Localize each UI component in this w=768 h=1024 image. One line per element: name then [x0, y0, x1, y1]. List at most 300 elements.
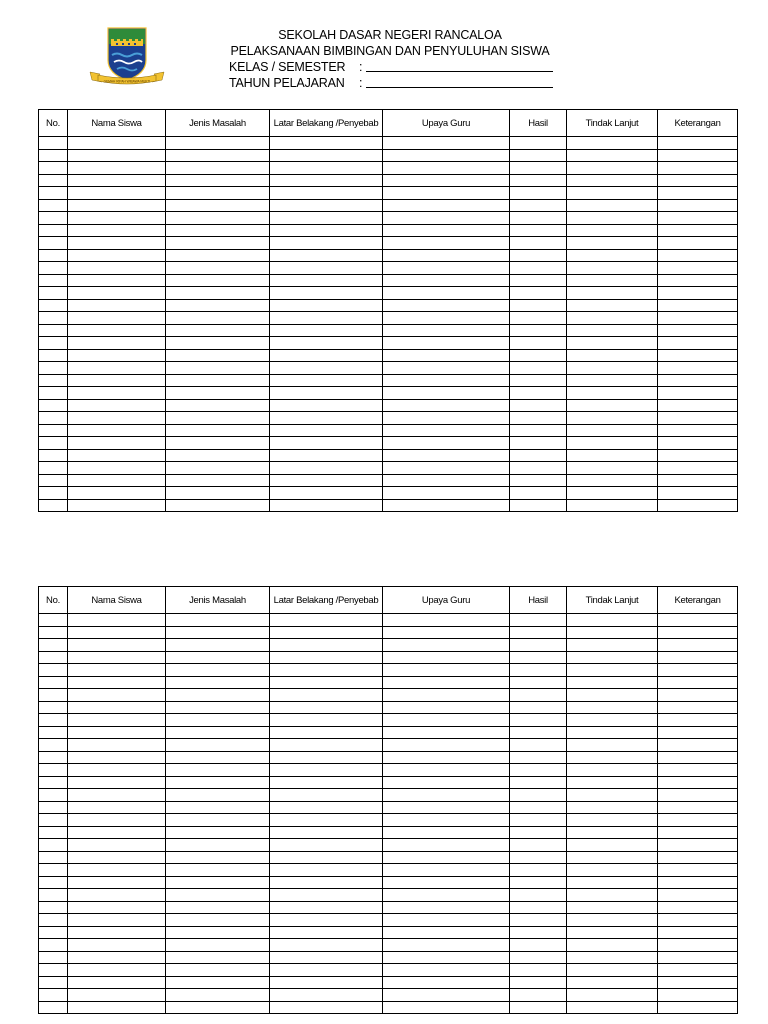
table-row — [39, 676, 738, 689]
table-cell — [510, 764, 567, 777]
table-cell — [68, 726, 166, 739]
table-cell — [567, 901, 658, 914]
table-cell — [383, 487, 510, 500]
table-cell — [567, 399, 658, 412]
table-cell — [166, 639, 270, 652]
table-row — [39, 701, 738, 714]
table-row — [39, 901, 738, 914]
table-row — [39, 262, 738, 275]
table-cell — [166, 739, 270, 752]
col-header-latar-belakang: Latar Belakang /Penyebab — [270, 110, 383, 137]
table-cell — [567, 676, 658, 689]
table-cell — [166, 462, 270, 475]
col-header-jenis-masalah: Jenis Masalah — [166, 587, 270, 614]
table-row — [39, 614, 738, 627]
col-header-hasil: Hasil — [510, 587, 567, 614]
table-cell — [567, 437, 658, 450]
col-header-keterangan: Keterangan — [658, 110, 738, 137]
table-cell — [510, 989, 567, 1002]
table-cell — [510, 262, 567, 275]
table-body — [39, 614, 738, 1014]
table-cell — [383, 776, 510, 789]
table-row — [39, 964, 738, 977]
table-cell — [68, 951, 166, 964]
table-cell — [166, 951, 270, 964]
table-cell — [658, 174, 738, 187]
table-cell — [658, 864, 738, 877]
table-cell — [270, 914, 383, 927]
table-cell — [39, 387, 68, 400]
table-cell — [510, 374, 567, 387]
table-cell — [567, 989, 658, 1002]
table-cell — [39, 312, 68, 325]
table-cell — [270, 976, 383, 989]
table-cell — [383, 901, 510, 914]
table-cell — [658, 964, 738, 977]
table-row — [39, 362, 738, 375]
table-cell — [68, 487, 166, 500]
table-cell — [39, 964, 68, 977]
table-cell — [166, 299, 270, 312]
table-cell — [39, 789, 68, 802]
table-cell — [39, 362, 68, 375]
table-row — [39, 801, 738, 814]
table-cell — [39, 262, 68, 275]
table-cell — [68, 199, 166, 212]
table-cell — [166, 776, 270, 789]
table-cell — [68, 287, 166, 300]
table-cell — [658, 162, 738, 175]
table-row — [39, 826, 738, 839]
table-cell — [270, 312, 383, 325]
table-cell — [658, 664, 738, 677]
table-cell — [658, 889, 738, 902]
table-cell — [510, 399, 567, 412]
table-row — [39, 424, 738, 437]
table-row — [39, 312, 738, 325]
table-cell — [658, 814, 738, 827]
table-cell — [68, 889, 166, 902]
table-cell — [383, 399, 510, 412]
table-cell — [166, 437, 270, 450]
table-cell — [383, 274, 510, 287]
table-cell — [510, 639, 567, 652]
table-cell — [567, 701, 658, 714]
table-cell — [39, 701, 68, 714]
table-cell — [658, 287, 738, 300]
table-row — [39, 274, 738, 287]
table-cell — [383, 851, 510, 864]
table-cell — [166, 399, 270, 412]
table-cell — [567, 312, 658, 325]
table-cell — [658, 212, 738, 225]
table-cell — [658, 399, 738, 412]
table-cell — [383, 839, 510, 852]
table-cell — [166, 424, 270, 437]
table-cell — [270, 626, 383, 639]
table-row — [39, 714, 738, 727]
table-cell — [166, 149, 270, 162]
table-cell — [658, 626, 738, 639]
table-cell — [383, 424, 510, 437]
table-cell — [383, 976, 510, 989]
table-cell — [567, 851, 658, 864]
table-row — [39, 149, 738, 162]
table-cell — [510, 487, 567, 500]
col-header-nama-siswa: Nama Siswa — [68, 110, 166, 137]
table-cell — [166, 626, 270, 639]
table-cell — [39, 162, 68, 175]
table-cell — [68, 187, 166, 200]
table-cell — [510, 299, 567, 312]
table-cell — [510, 287, 567, 300]
table-cell — [270, 1001, 383, 1014]
table-cell — [270, 701, 383, 714]
table-cell — [166, 224, 270, 237]
table-cell — [39, 776, 68, 789]
table-cell — [270, 639, 383, 652]
class-semester-label: KELAS / SEMESTER — [229, 60, 346, 74]
table-cell — [39, 876, 68, 889]
table-cell — [510, 312, 567, 325]
table-cell — [658, 487, 738, 500]
table-cell — [166, 274, 270, 287]
table-cell — [270, 951, 383, 964]
table-cell — [68, 876, 166, 889]
table-cell — [270, 287, 383, 300]
table-cell — [166, 487, 270, 500]
table-cell — [68, 926, 166, 939]
table-cell — [68, 639, 166, 652]
table-cell — [166, 864, 270, 877]
table-row — [39, 249, 738, 262]
table-row — [39, 1001, 738, 1014]
table-cell — [39, 901, 68, 914]
table-cell — [567, 224, 658, 237]
table-row — [39, 437, 738, 450]
table-cell — [383, 939, 510, 952]
table-row — [39, 324, 738, 337]
table-row — [39, 864, 738, 877]
table-cell — [658, 639, 738, 652]
table-cell — [39, 412, 68, 425]
table-cell — [39, 614, 68, 627]
table-cell — [270, 249, 383, 262]
table-cell — [383, 362, 510, 375]
table-cell — [166, 814, 270, 827]
table-cell — [68, 262, 166, 275]
table-cell — [383, 826, 510, 839]
class-semester-colon: : — [359, 60, 363, 74]
table-cell — [39, 751, 68, 764]
table-cell — [39, 374, 68, 387]
table-cell — [166, 726, 270, 739]
table-cell — [68, 751, 166, 764]
table-cell — [383, 964, 510, 977]
form-title: PELAKSANAAN BIMBINGAN DAN PENYULUHAN SISWA — [230, 44, 550, 58]
table-cell — [510, 499, 567, 512]
table-cell — [270, 474, 383, 487]
table-cell — [567, 939, 658, 952]
table-cell — [567, 789, 658, 802]
table-cell — [383, 651, 510, 664]
table-cell — [39, 349, 68, 362]
table-cell — [383, 337, 510, 350]
table-cell — [510, 801, 567, 814]
table-cell — [68, 387, 166, 400]
table-cell — [270, 964, 383, 977]
col-header-upaya-guru: Upaya Guru — [383, 587, 510, 614]
table-cell — [658, 839, 738, 852]
table-cell — [166, 901, 270, 914]
table-cell — [39, 324, 68, 337]
table-cell — [68, 901, 166, 914]
table-cell — [658, 374, 738, 387]
table-cell — [510, 651, 567, 664]
table-cell — [510, 714, 567, 727]
table-cell — [39, 714, 68, 727]
table-cell — [166, 362, 270, 375]
table-cell — [658, 274, 738, 287]
table-cell — [510, 387, 567, 400]
table-row — [39, 726, 738, 739]
table-cell — [68, 764, 166, 777]
table-row — [39, 287, 738, 300]
table-cell — [658, 701, 738, 714]
table-cell — [68, 989, 166, 1002]
table-cell — [166, 199, 270, 212]
table-cell — [166, 764, 270, 777]
col-header-tindak-lanjut: Tindak Lanjut — [567, 110, 658, 137]
table-cell — [166, 976, 270, 989]
academic-year-blank-line — [366, 87, 553, 88]
table-cell — [39, 462, 68, 475]
table-cell — [270, 689, 383, 702]
table-cell — [658, 851, 738, 864]
table-cell — [68, 701, 166, 714]
table-cell — [270, 889, 383, 902]
table-cell — [658, 614, 738, 627]
table-cell — [658, 789, 738, 802]
table-cell — [510, 864, 567, 877]
table-cell — [383, 474, 510, 487]
table-cell — [68, 801, 166, 814]
table-cell — [383, 349, 510, 362]
table-cell — [510, 626, 567, 639]
table-cell — [510, 337, 567, 350]
table-cell — [567, 487, 658, 500]
table-cell — [658, 876, 738, 889]
table-cell — [39, 851, 68, 864]
table-cell — [270, 299, 383, 312]
table-cell — [383, 187, 510, 200]
table-cell — [383, 149, 510, 162]
table-cell — [166, 387, 270, 400]
table-cell — [166, 876, 270, 889]
table-cell — [567, 274, 658, 287]
table-cell — [39, 864, 68, 877]
table-cell — [510, 362, 567, 375]
table-cell — [658, 312, 738, 325]
table-cell — [166, 137, 270, 150]
table-cell — [68, 864, 166, 877]
table-cell — [510, 174, 567, 187]
table-cell — [166, 337, 270, 350]
table-cell — [166, 714, 270, 727]
table-cell — [270, 651, 383, 664]
table-cell — [510, 976, 567, 989]
table-cell — [68, 689, 166, 702]
table-cell — [510, 412, 567, 425]
table-cell — [166, 174, 270, 187]
table-cell — [567, 964, 658, 977]
table-cell — [166, 664, 270, 677]
table-cell — [510, 437, 567, 450]
table-cell — [166, 324, 270, 337]
table-cell — [166, 349, 270, 362]
table-row — [39, 174, 738, 187]
table-cell — [68, 237, 166, 250]
table-cell — [39, 676, 68, 689]
table-cell — [567, 324, 658, 337]
table-cell — [658, 262, 738, 275]
table-cell — [658, 412, 738, 425]
table-cell — [68, 274, 166, 287]
table-cell — [510, 676, 567, 689]
table-cell — [68, 212, 166, 225]
table-cell — [510, 449, 567, 462]
table-cell — [68, 374, 166, 387]
table-row — [39, 337, 738, 350]
table-cell — [383, 864, 510, 877]
table-cell — [383, 739, 510, 752]
table-cell — [166, 989, 270, 1002]
table-row — [39, 651, 738, 664]
table-row — [39, 814, 738, 827]
table-row — [39, 989, 738, 1002]
table-cell — [270, 901, 383, 914]
table-cell — [270, 162, 383, 175]
table-cell — [510, 964, 567, 977]
table-cell — [567, 262, 658, 275]
table-cell — [270, 224, 383, 237]
table-cell — [270, 399, 383, 412]
table-cell — [39, 224, 68, 237]
table-row — [39, 626, 738, 639]
table-cell — [270, 337, 383, 350]
table-cell — [270, 764, 383, 777]
table-cell — [270, 839, 383, 852]
table-cell — [39, 487, 68, 500]
table-cell — [510, 726, 567, 739]
table-cell — [68, 162, 166, 175]
table-cell — [383, 751, 510, 764]
table-cell — [567, 424, 658, 437]
table-cell — [383, 764, 510, 777]
table-cell — [39, 449, 68, 462]
table-row — [39, 399, 738, 412]
table-cell — [658, 939, 738, 952]
table-cell — [510, 664, 567, 677]
table-cell — [658, 764, 738, 777]
table-cell — [39, 976, 68, 989]
table-cell — [658, 951, 738, 964]
col-header-no: No. — [39, 110, 68, 137]
table-cell — [270, 187, 383, 200]
table-cell — [510, 851, 567, 864]
table-cell — [510, 614, 567, 627]
table-cell — [510, 951, 567, 964]
table-cell — [39, 914, 68, 927]
table-cell — [270, 437, 383, 450]
table-cell — [510, 187, 567, 200]
table-cell — [383, 437, 510, 450]
table-cell — [567, 876, 658, 889]
table-cell — [270, 676, 383, 689]
table-cell — [270, 499, 383, 512]
table-cell — [166, 449, 270, 462]
table-cell — [39, 664, 68, 677]
table-cell — [68, 474, 166, 487]
table-cell — [510, 826, 567, 839]
table-cell — [567, 199, 658, 212]
table-cell — [68, 324, 166, 337]
table-cell — [658, 424, 738, 437]
table-cell — [658, 437, 738, 450]
table-cell — [270, 826, 383, 839]
table-cell — [39, 499, 68, 512]
form-header — [0, 27, 768, 91]
col-header-tindak-lanjut: Tindak Lanjut — [567, 587, 658, 614]
table-row — [39, 739, 738, 752]
table-cell — [39, 474, 68, 487]
table-cell — [658, 237, 738, 250]
table-cell — [567, 187, 658, 200]
table-cell — [68, 814, 166, 827]
table-cell — [383, 714, 510, 727]
table-cell — [567, 764, 658, 777]
table-cell — [658, 726, 738, 739]
table-cell — [68, 337, 166, 350]
table-cell — [510, 814, 567, 827]
table-cell — [68, 499, 166, 512]
academic-year-label: TAHUN PELAJARAN — [229, 76, 345, 90]
academic-year-colon: : — [359, 76, 363, 90]
table-cell — [68, 449, 166, 462]
table-cell — [383, 914, 510, 927]
table-row — [39, 487, 738, 500]
table-cell — [270, 789, 383, 802]
table-cell — [270, 412, 383, 425]
table-cell — [270, 714, 383, 727]
table-cell — [658, 676, 738, 689]
table-cell — [658, 349, 738, 362]
table-cell — [510, 739, 567, 752]
table-cell — [567, 751, 658, 764]
col-header-latar-belakang: Latar Belakang /Penyebab — [270, 587, 383, 614]
table-cell — [567, 337, 658, 350]
table-cell — [658, 901, 738, 914]
table-cell — [39, 939, 68, 952]
table-cell — [383, 174, 510, 187]
table-cell — [270, 212, 383, 225]
table-cell — [567, 726, 658, 739]
table-cell — [39, 299, 68, 312]
table-cell — [383, 324, 510, 337]
table-cell — [567, 614, 658, 627]
table-cell — [39, 212, 68, 225]
table-cell — [567, 864, 658, 877]
